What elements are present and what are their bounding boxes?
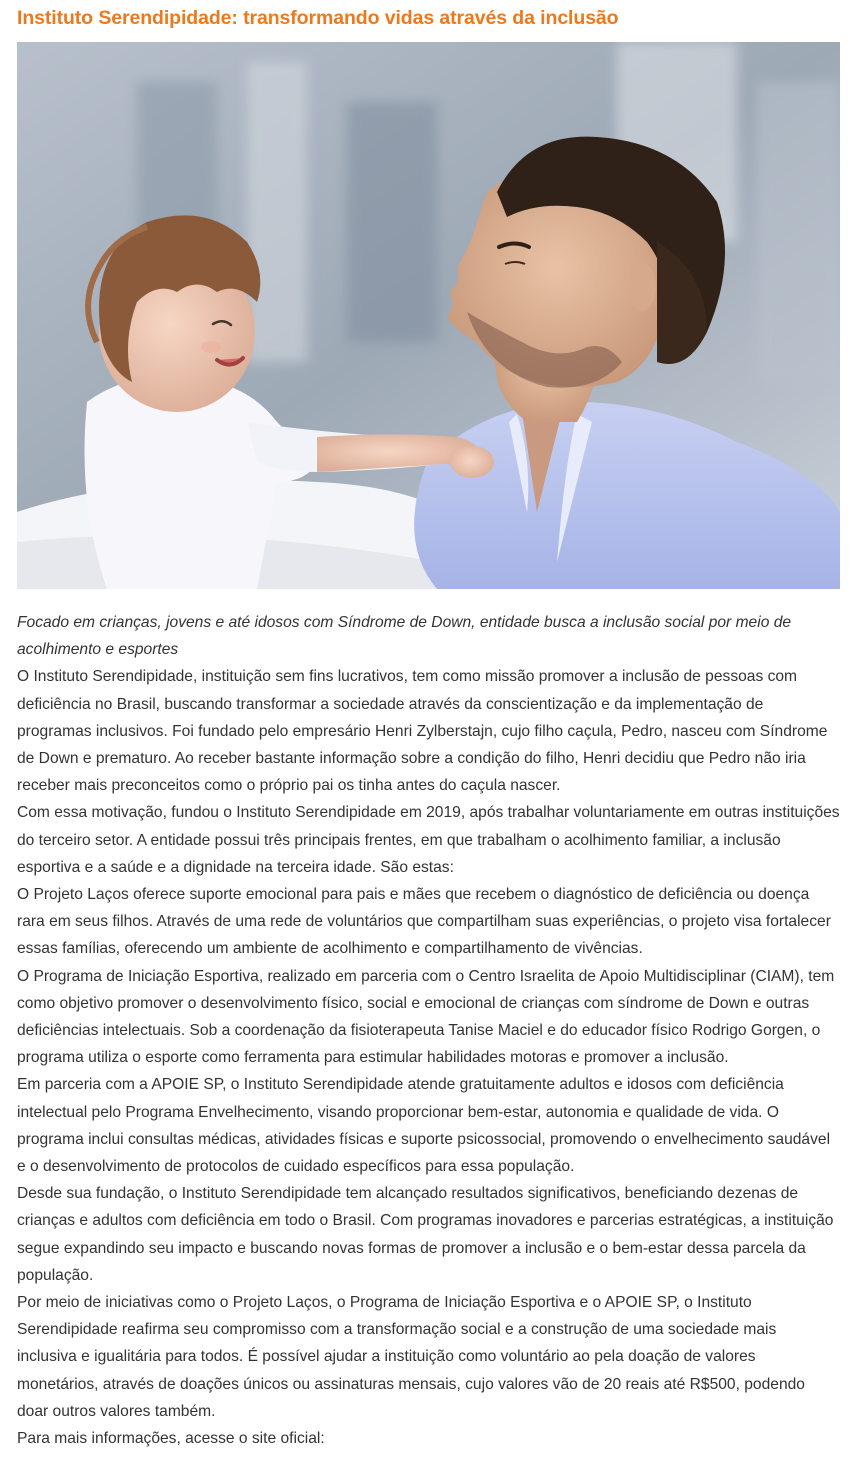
paragraph-envelhecimento: Em parceria com a APOIE SP, o Instituto Serendipidade atende gratuitamente adultos e idosos com deficiência intelectual pelo Programa Envelhecimento, visando proporcionar bem-estar, autonomia e qualidade de vida. O programa inclui consultas médicas, atividades físicas e suporte psicossocial, promovendo o envelhecimento saudável e o desenvolvimento de protocolos de cuidado específicos para essa população.	[17, 1076, 831, 1176]
paragraph-motivation: Com essa motivação, fundou o Instituto Serendipidade em 2019, após trabalhar voluntariamente em outras instituições do terceiro setor. A entidade possui três principais frentes, em que trabalham o acolhimento familiar, a inclusão esportiva e a saúde e a dignidade na terceira idade. São estas:	[17, 804, 840, 876]
paragraph-projeto-lacos: O Projeto Laços oferece suporte emocional para pais e mães que recebem o diagnóstico de deficiência ou doença rara em seus filhos. Através de uma rede de voluntários que compartilham suas experiências, o projeto visa fortalecer essas famílias, oferecendo um ambiente de acolhimento e compartilhamento de vivências.	[17, 886, 831, 958]
paragraph-como-ajudar: Por meio de iniciativas como o Projeto Laços, o Programa de Iniciação Esportiva e o APOIE SP, o Instituto Serendipidade reafirma seu compromisso com a transformação social e a construção de uma sociedade mais inclusiva e igualitária para todos. É possível ajudar a instituição como voluntário ao pela doação de valores monetários, através de doações únicos ou assinaturas mensais, cujo valores vão de 20 reais até R$500, podendo doar outros valores também.	[17, 1294, 805, 1420]
image-caption: Focado em crianças, jovens e até idosos com Síndrome de Down, entidade busca a inclusão social por meio de acolhimento e esportes	[17, 614, 792, 659]
hero-photo-illustration	[17, 42, 840, 589]
paragraph-iniciacao-esportiva: O Programa de Iniciação Esportiva, realizado em parceria com o Centro Israelita de Apoio Multidisciplinar (CIAM), tem como objetivo promover o desenvolvimento físico, social e emocional de crianças com síndrome de Down e outras deficiências intelectuais. Sob a coordenação da fisioterapeuta Tanise Maciel e do educador físico Rodrigo Gorgen, o programa utiliza o esporte como ferramenta para estimular habilidades motoras e promover a inclusão.	[17, 967, 835, 1067]
article-body	[17, 609, 840, 1452]
article-title: Instituto Serendipidade: transformando vidas através da inclusão	[17, 7, 619, 29]
paragraph-mais-informacoes: Para mais informações, acesse o site oficial:	[17, 1430, 325, 1448]
article	[17, 0, 840, 1452]
paragraph-intro: O Instituto Serendipidade, instituição sem fins lucrativos, tem como missão promover a inclusão de pessoas com deficiência no Brasil, buscando transformar a sociedade através da conscientização e da implementação de programas inclusivos. Foi fundado pelo empresário Henri Zylberstajn, cujo filho caçula, Pedro, nasceu com Síndrome de Down e prematuro. Ao receber bastante informação sobre a condição do filho, Henri decidiu que Pedro não iria receber mais preconceitos como o próprio pai os tinha antes do caçula nascer.	[17, 668, 828, 795]
article-hero-image	[17, 42, 840, 589]
paragraph-resultados: Desde sua fundação, o Instituto Serendipidade tem alcançado resultados significativos, beneficiando dezenas de crianças e adultos com deficiência em todo o Brasil. Com programas inovadores e parcerias estratégicas, a instituição segue expandindo seu impacto e buscando novas formas de promover a inclusão e o bem-estar dessa parcela da população.	[17, 1185, 834, 1284]
